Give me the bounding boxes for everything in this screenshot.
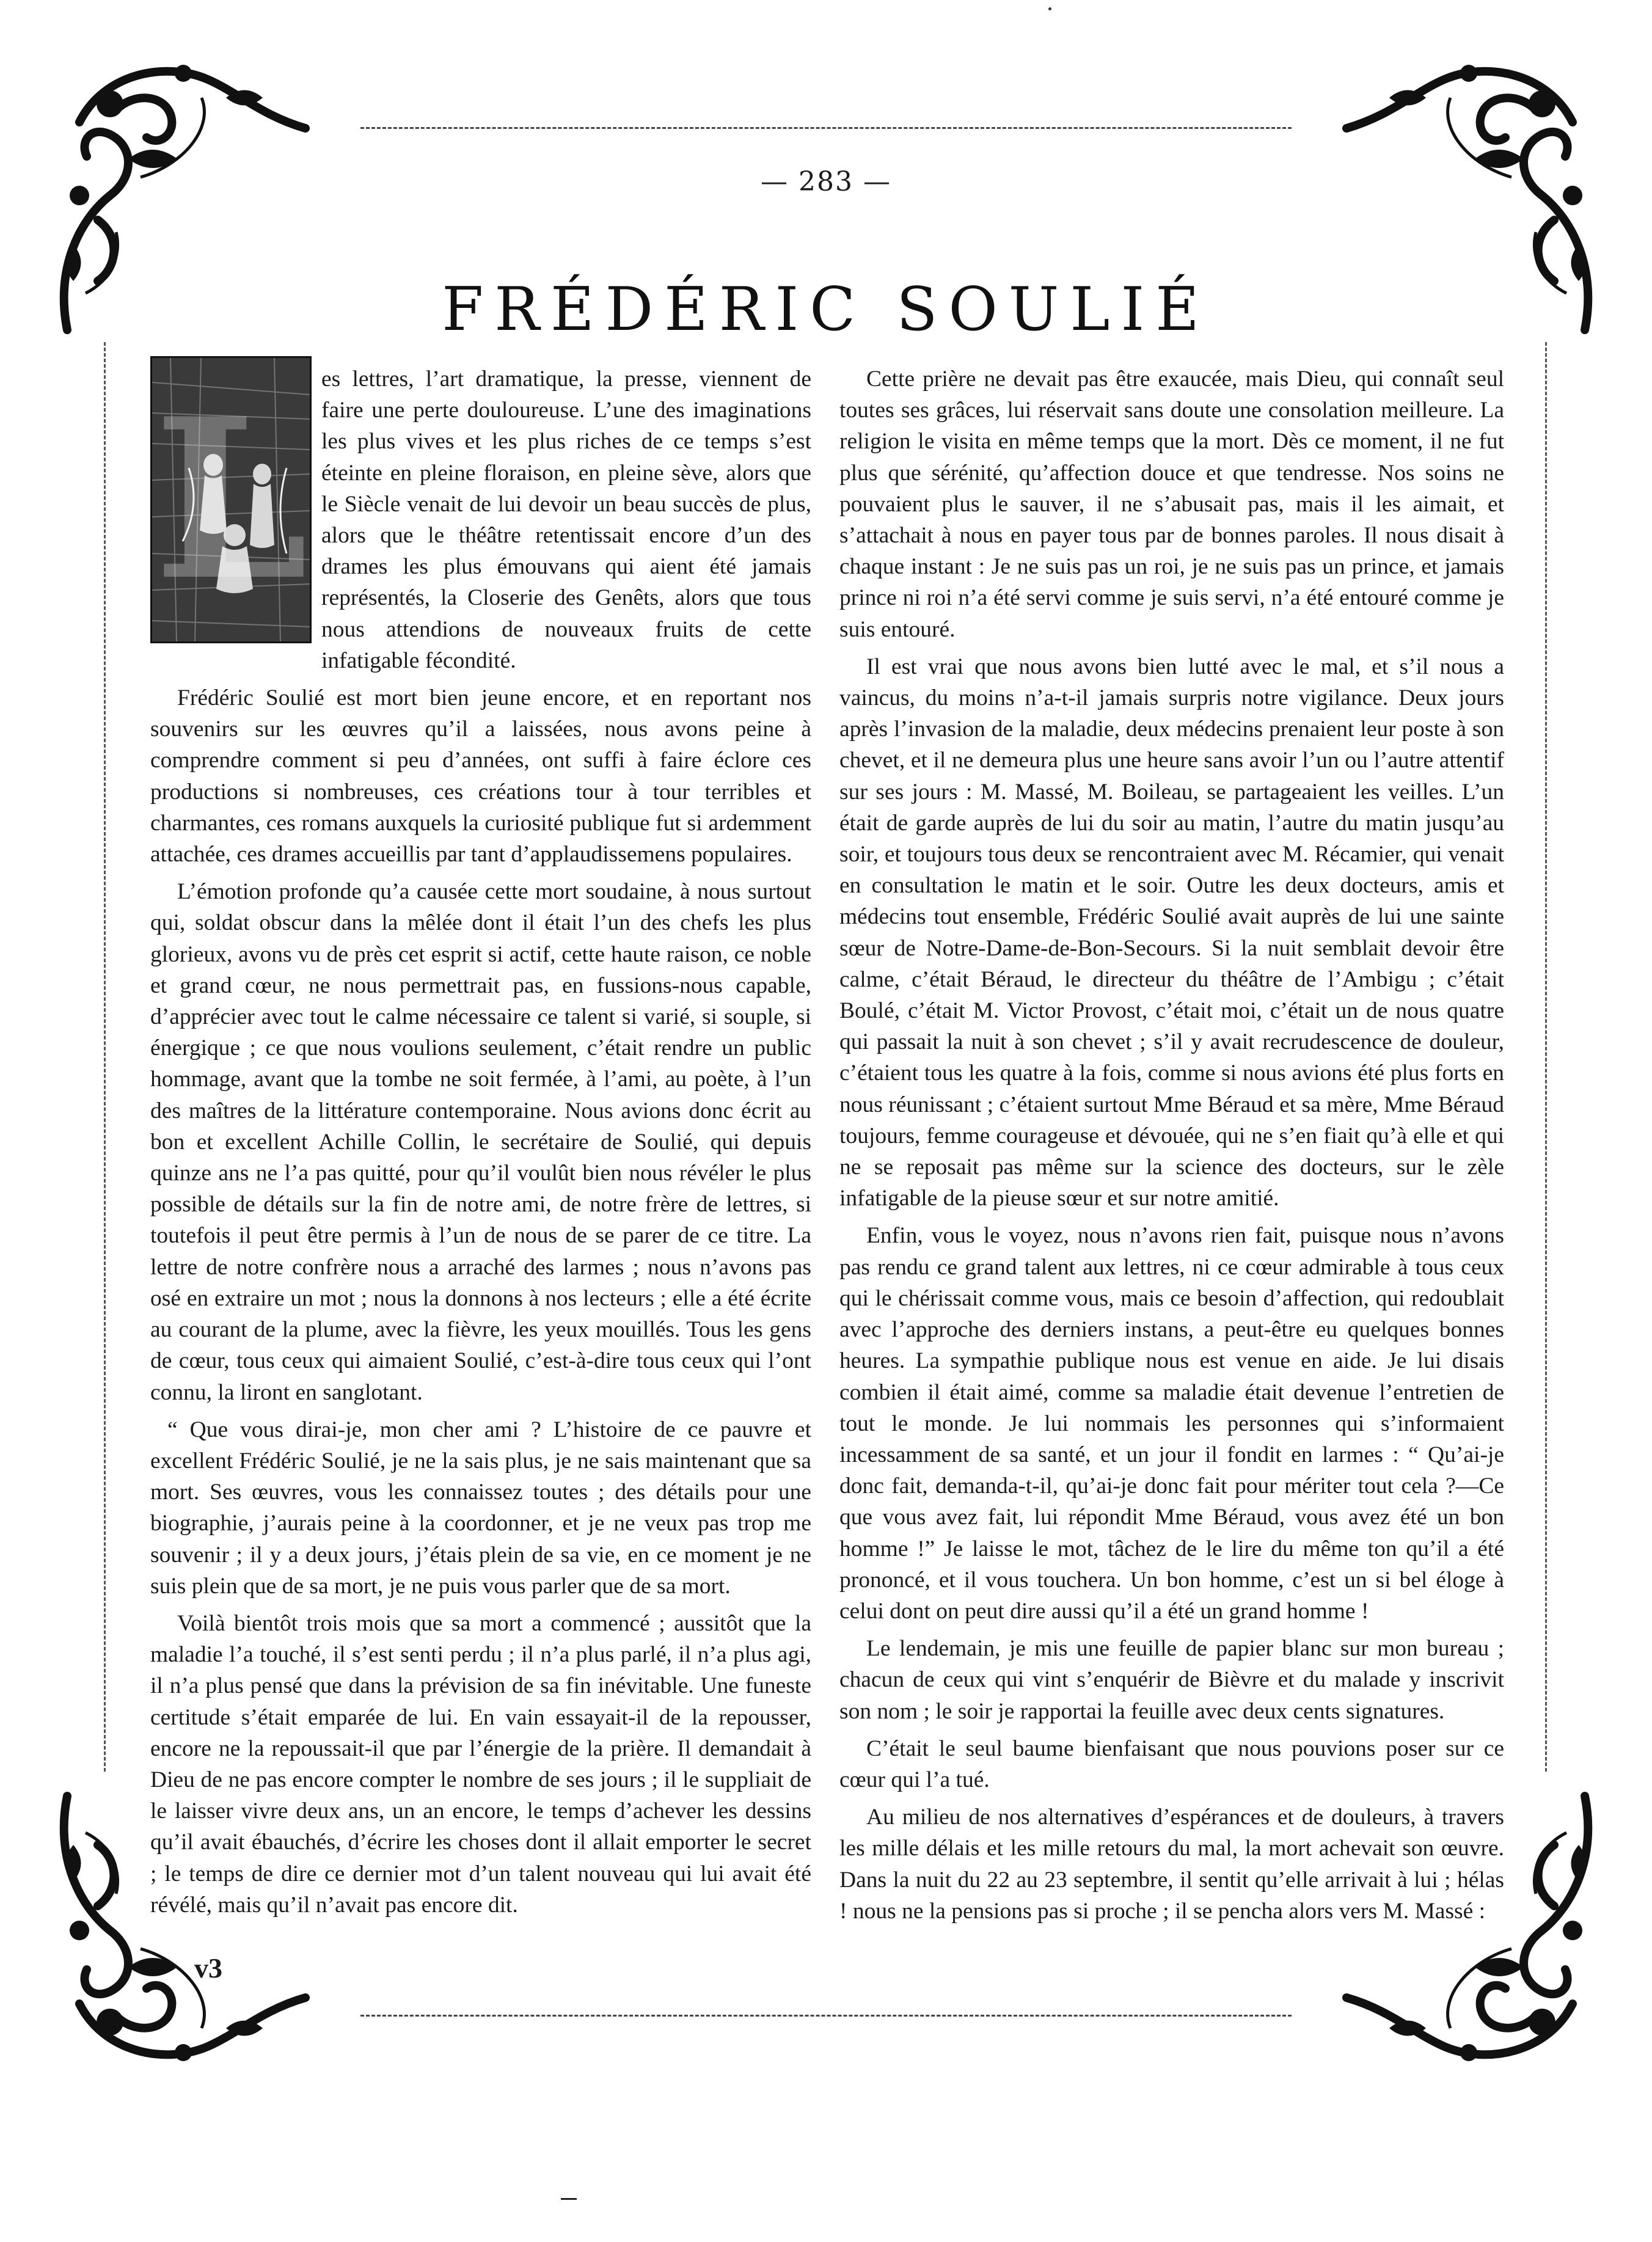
- frame-left-border: [104, 342, 112, 1772]
- article-title: FRÉDÉRIC SOULIÉ: [442, 275, 1210, 345]
- paragraph-left-5: Voilà bientôt trois mois que sa mort a commencé ; aussitôt que la maladie l’a touché, il s’est senti perdu ; il n’a plus parlé, il n’a plus agi, il n’a plus pensé que dans la prévision de sa fin inévitable. Une funeste certitude s’était emparée de lui. En vain essayait-il de la repousser, encore ne la repoussait-il que par l’énergie de la prière. Il demandait à Dieu de ne pas encore compter le nombre de ses jours ; il le suppliait de le laisser vivre deux ans, un an encore, le temps d’achever les dessins qu’il avait ébauchés, d’écrire les choses dont il allait emporter le secret ; le temps de dire ce dernier mot d’un talent nouveau qui lui avait été révélé, mais qu’il n’avait pas encore dit.: [150, 1610, 811, 1918]
- print-speck: [1048, 7, 1051, 10]
- paragraph-left-3: L’émotion profonde qu’a causée cette mort soudaine, à nous surtout qui, soldat obscur dans la mêlée dont il était l’un des chefs les plus glorieux, avons vu de près cet esprit si actif, cette haute raison, ce noble et grand cœur, ne nous permettrait pas, en fussions-nous capable, d’apprécier avec tout le calme nécessaire ce talent si varié, si souple, si énergique ; ce que nous voulions seulement, c’était rendre un public hommage, avant que la tombe ne soit fermée, à l’ami, au poète, à l’un des maîtres de la littérature contemporaine. Nous avions donc écrit au bon et excellent Achille Collin, le secrétaire de Soulié, qui depuis quinze ans ne l’a pas quitté, pour qu’il voulût bien nous révéler le plus possible de détails sur la fin de notre ami, de notre frère de lettres, si toutefois il peut être permis à l’un de nous de se parer de ce titre. La lettre de notre confrère nous a arraché des larmes ; nous n’avons pas osé en extraire un mot ; nous la donnons à nos lecteurs ; elle a été écrite au courant de la plume, avec la fièvre, les yeux mouillés. Tous les gens de cœur, tous ceux qui aimaient Soulié, c’est-à-dire tous ceux qui l’ont connu, la liront en sanglotant.: [150, 879, 811, 1405]
- paragraph-left-1: es lettres, l’art dramatique, la presse, viennent de faire une perte douloureuse. L’une des imaginations les plus vives et les plus riches de ce temps s’est éteinte en pleine floraison, en pleine sève, alors que le Siècle venait de lui devoir un beau succès de plus, alors que le théâtre retentissait encore d’un des drames les plus émouvans qui aient été jamais représentés, la Closerie des Genêts, alors que tous nous attendions de nouveaux fruits de cette infatigable fécondité.: [321, 367, 811, 673]
- page-number: — 283 —: [761, 166, 891, 197]
- drop-initial-letter: L: [153, 370, 309, 629]
- left-column: [150, 363, 811, 1927]
- paragraph-right-1: Cette prière ne devait pas être exaucée, mais Dieu, qui connaît seul toutes ses grâces, lui réservait sans doute une consolation meilleure. La religion le visita en même temps que la mort. Dès ce moment, il ne fut plus que sérénité, qu’affection douce et que tendresse. Nos soins ne pouvaient plus le sauver, il ne s’abusait pas, mais il les aimait, et s’attachait à nous en payer tous par de bonnes paroles. Il nous disait à chaque instant : Je ne suis pas un roi, je ne suis pas un prince, et jamais prince ni roi n’a été servi comme je suis servi, n’a été entouré comme je suis entouré.: [839, 367, 1504, 642]
- paragraph-right-2: Il est vrai que nous avons bien lutté avec le mal, et s’il nous a vaincus, du moins n’a-t-il jamais surpris notre vigilance. Deux jours après l’invasion de la maladie, deux médecins prenaient leur poste à son chevet, et il ne demeura plus une heure sans avoir l’un ou l’autre attentif sur ses jours : M. Massé, M. Boileau, se partageaient les veilles. L’un était de garde auprès de lui du soir au matin, l’autre du matin jusqu’au soir, et toujours tous deux se rencontraient avec M. Récamier, qui venait en consultation le matin et le soir. Outre les deux docteurs, amis et médecins tout ensemble, Frédéric Soulié avait auprès de lui une sainte sœur de Notre-Dame-de-Bon-Secours. Si la nuit semblait devoir être calme, c’était Béraud, le directeur du théâtre de l’Ambigu ; c’était Boulé, c’était M. Victor Provost, c’était moi, c’était un de nous quatre qui passait la nuit à son chevet ; s’il y avait recrudescence de douleur, c’étaient tous les quatre à la fois, comme si nous avions été plus forts en nous réunissant ; c’étaient surtout Mme Béraud et sa mère, Mme Béraud toujours, femme courageuse et dévouée, qui ne s’en fiait qu’à elle et qui ne se reposait pas même sur la science des docteurs, sur le zèle infatigable de la pieuse sœur et sur notre amitié.: [839, 654, 1504, 1211]
- bottom-center-mark: [561, 2198, 577, 2200]
- paragraph-right-5: C’était le seul baume bienfaisant que nous pouvions poser sur ce cœur qui l’a tué.: [839, 1736, 1504, 1792]
- frame-top-border: [360, 127, 1292, 135]
- right-column: [839, 363, 1504, 1933]
- paragraph-right-3: Enfin, vous le voyez, nous n’avons rien fait, puisque nous n’avons pas rendu ce grand talent aux lettres, ni ce cœur admirable à tous ceux qui le chérissait comme vous, mais ce besoin d’affection, qui redoublait avec l’approche des derniers instans, a peut-être eu quelques bonnes heures. La sympathie publique nous est venue en aide. Je lui disais combien il était aimé, comme sa maladie était devenue l’entretien de tout le monde. Je lui nommais les personnes qui s’informaient incessamment de sa santé, et un jour il fondit en larmes : “ Qu’ai-je donc fait, demanda-t-il, qu’ai-je donc fait pour mériter tout cela ?—Ce que vous avez fait, lui répondit Mme Béraud, vous avez été un bon homme !” Je laisse le mot, tâchez de le lire du même ton qu’il a été prononcé, et il vous touchera. Un bon homme, c’est un si bel éloge à celui dont on peut dire aussi qu’il a été un grand homme !: [839, 1223, 1504, 1624]
- frame-right-border: [1539, 342, 1547, 1772]
- illustrated-drop-initial: [150, 356, 312, 643]
- paragraph-left-2: Frédéric Soulié est mort bien jeune encore, et en reportant nos souvenirs sur les œuvres qu’il a laissées, nous avons peine à comprendre comment si peu d’années, ont suffi à faire éclore ces productions si nombreuses, ces créations tour à tour terribles et charmantes, ces romans auxquels la curiosité publique fut si ardemment attachée, ces drames accueillis par tant d’applaudissemens populaires.: [150, 685, 811, 867]
- frame-bottom-border: [360, 2015, 1292, 2023]
- paragraph-left-4: “ Que vous dirai-je, mon cher ami ? L’histoire de ce pauvre et excellent Frédéric Soulié, je ne la sais plus, je ne sais maintenant que sa mort. Ses œuvres, vous les connaissez toutes ; des détails pour une biographie, j’aurais peine à la coordonner, et je ne veux pas trop me souvenir ; il y a deux jours, j’étais plein de sa vie, en ce moment je ne suis plein que de sa mort, je ne puis vous parler que de sa mort.: [150, 1417, 811, 1599]
- paragraph-right-6: Au milieu de nos alternatives d’espérances et de douleurs, à travers les mille délais et les mille retours du mal, la mort achevait son œuvre. Dans la nuit du 22 au 23 septembre, il sentit qu’elle arrivait à lui ; hélas ! nous ne la pensions pas si proche ; il se pencha alors vers M. Massé :: [839, 1805, 1504, 1924]
- paragraph-right-4: Le lendemain, je mis une feuille de papier blanc sur mon bureau ; chacun de ceux qui vint s’enquérir de Bièvre et du malade y inscrivit son nom ; le soir je rapportai la feuille avec deux cents signatures.: [839, 1636, 1504, 1724]
- signature-mark: v3: [194, 1952, 222, 1984]
